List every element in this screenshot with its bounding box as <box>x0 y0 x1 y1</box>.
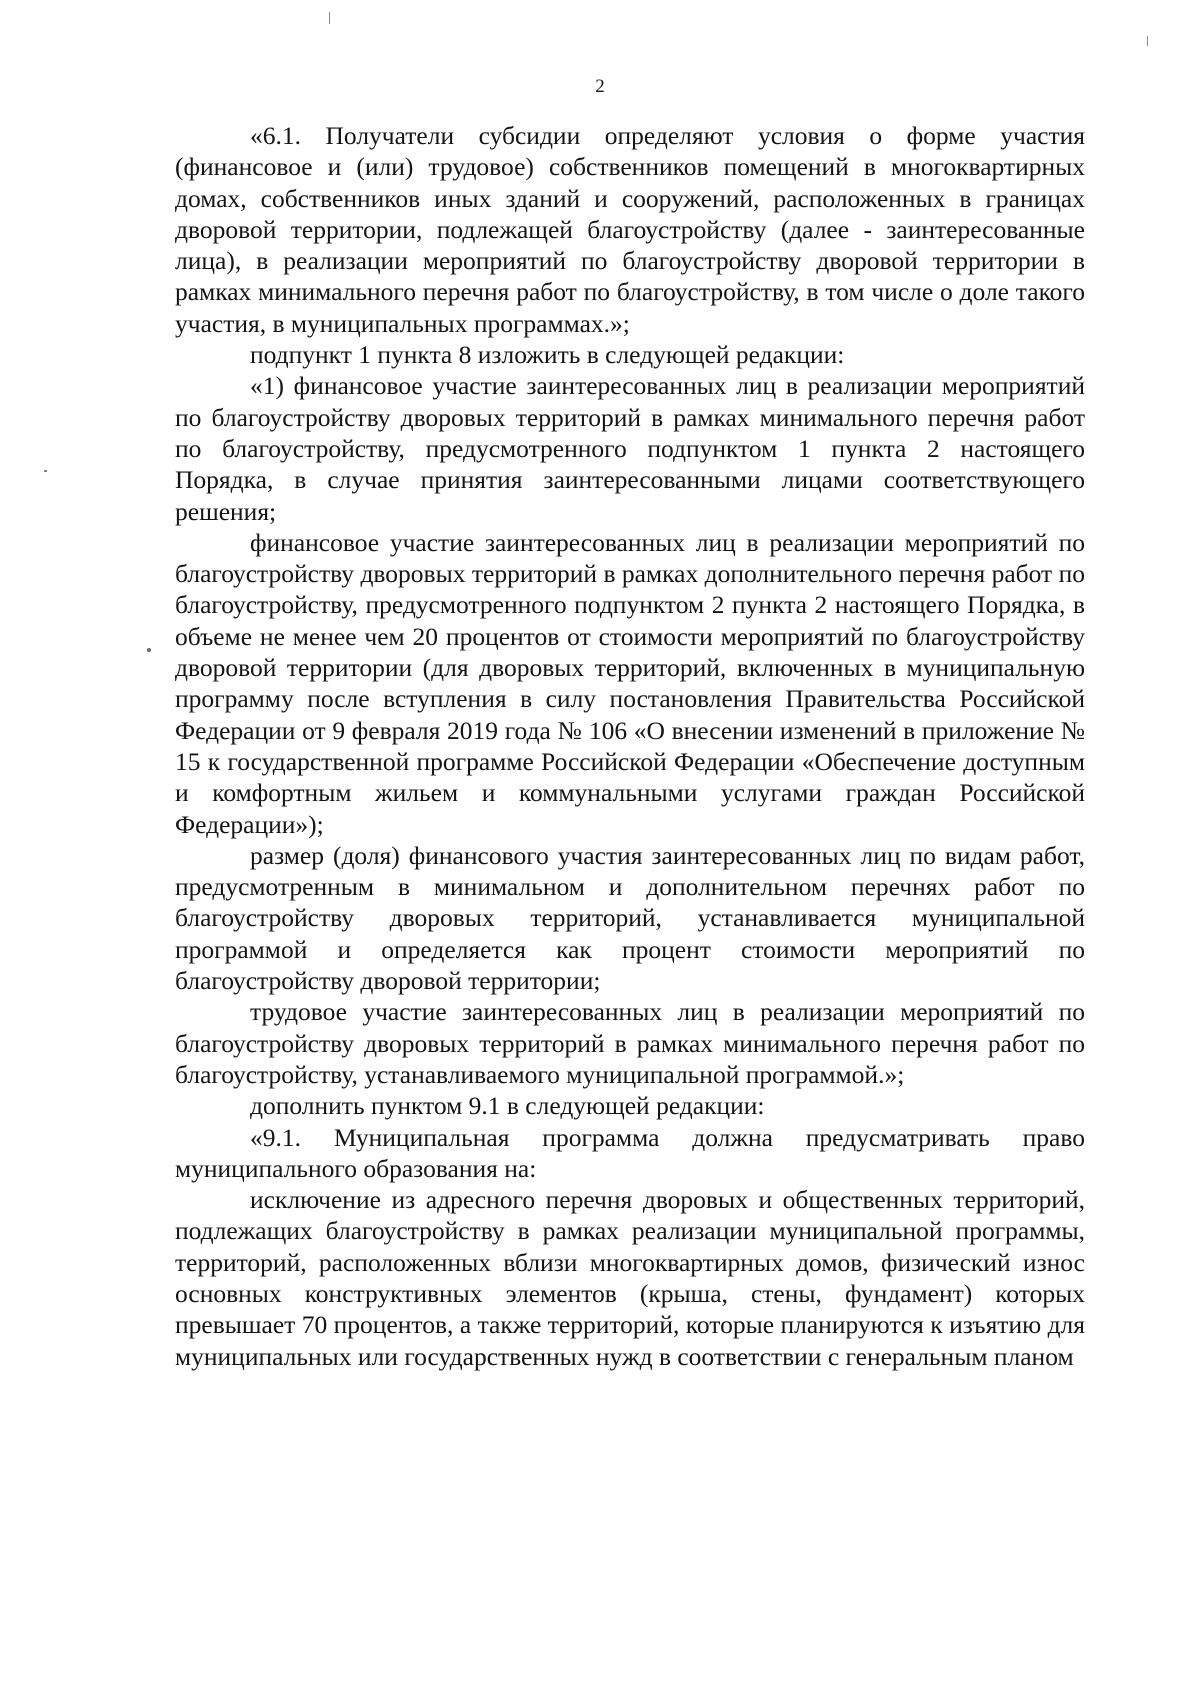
paragraph-6-1: «6.1. Получатели субсидии определяют условия о форме участия (финансовое и (или) трудовое) собственников помещений в многоквартирных домах, собственников иных зданий и сооружений, расположенных в границах дворовой территории, подлежащей благоустройству (далее - заинтересованные лица), в реализации мероприятий по благоустройству дворовой территории в рамках минимального перечня работ по благоустройству, в том числе о доле такого участия, в муниципальных программах.»; <box>175 121 1085 338</box>
paragraph-amend-8: подпункт 1 пункта 8 изложить в следующей редакции: <box>250 340 845 370</box>
paragraph-labor-participation: трудовое участие заинтересованных лиц в реализации мероприятий по благоустройству дворовых территорий в рамках минимального перечня работ по благоустройству, устанавливаемого муниципальной программой.»; <box>175 997 1085 1089</box>
scan-speck <box>44 470 47 472</box>
paragraph-9-1: «9.1. Муниципальная программа должна предусматривать право муниципального образования на: <box>175 1122 1085 1183</box>
paragraph-add-9-1: дополнить пунктом 9.1 в следующей редакции: <box>250 1091 765 1121</box>
paragraph-exclusion: исключение из адресного перечня дворовых и общественных территорий, подлежащих благоустройству в рамках реализации муниципальной программы, территорий, расположенных вблизи многоквартирных домов, физический износ основных конструктивных элементов (крыша, стены, фундамент) которых превышает 70 процентов, а также территорий, которые планируются к изъятию для муниципальных или государственных нужд в соответствии с генеральным планом <box>175 1185 1085 1371</box>
paragraph-additional-list: финансовое участие заинтересованных лиц в реализации мероприятий по благоустройству дворовых территорий в рамках дополнительного перечня работ по благоустройству, предусмотренного подпунктом 2 пункта 2 настоящего Порядка, в объеме не менее чем 20 процентов от стоимости мероприятий по благоустройству дворовой территории (для дворовых территорий, включенных в муниципальную программу после вступления в силу постановления Правительства Российской Федерации от 9 февраля 2019 года № 106 «О внесении изменений в приложение № 15 к государственной программе Российской Федерации «Обеспечение доступным и комфортным жильем и коммунальными услугами граждан Российской Федерации»); <box>175 527 1085 839</box>
paragraph-share-size: размер (доля) финансового участия заинтересованных лиц по видам работ, предусмотренным в минимальном и дополнительном перечнях работ по благоустройству дворовых территорий, устанавливается муниципальной программой и определяется как процент стоимости мероприятий по благоустройству дворовой территории; <box>175 840 1085 996</box>
scan-speck <box>147 648 151 652</box>
scan-mark <box>1147 36 1148 46</box>
page-number: 2 <box>595 76 605 97</box>
paragraph-item-1: «1) финансовое участие заинтересованных лиц в реализации мероприятий по благоустройству дворовых территорий в рамках минимального перечня работ по благоустройству, предусмотренного подпунктом 1 пункта 2 настоящего Порядка, в случае принятия заинтересованными лицами соответствующего решения; <box>175 371 1085 526</box>
document-body <box>175 120 1085 1372</box>
scan-mark <box>329 12 330 24</box>
